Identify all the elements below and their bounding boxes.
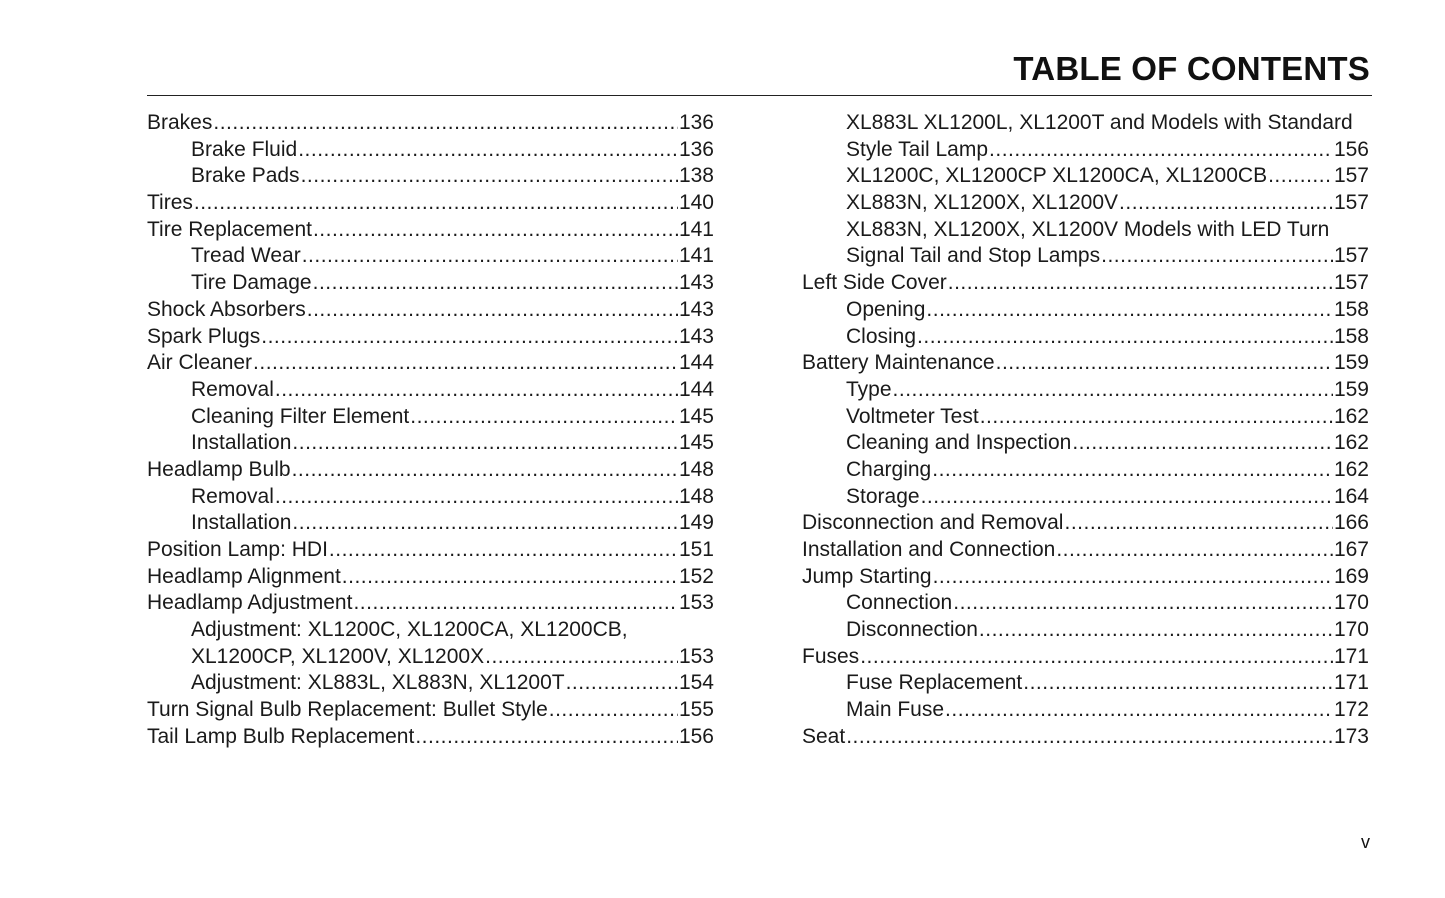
toc-dot-leader xyxy=(292,457,678,484)
toc-entry-page: 148 xyxy=(678,457,714,481)
toc-entry xyxy=(802,297,1369,324)
toc-dot-leader xyxy=(1056,537,1333,564)
toc-entry xyxy=(802,644,1369,671)
toc-dot-leader xyxy=(1268,163,1333,190)
toc-entry xyxy=(802,724,1369,751)
toc-entry-page: 156 xyxy=(678,724,714,748)
toc-dot-leader xyxy=(415,724,678,751)
toc-entry-title: XL883N, XL1200X, XL1200V xyxy=(846,191,1119,215)
toc-entry-page: 145 xyxy=(678,404,714,428)
toc-dot-leader xyxy=(313,217,678,244)
toc-entry-page: 143 xyxy=(678,297,714,321)
title-rule xyxy=(147,95,1372,96)
toc-entry-page: 157 xyxy=(1333,164,1369,188)
toc-entry-title: Style Tail Lamp xyxy=(846,137,989,161)
toc-entry-title: Tail Lamp Bulb Replacement xyxy=(147,724,415,748)
toc-entry xyxy=(147,484,714,511)
toc-entry-page: 159 xyxy=(1333,377,1369,401)
toc-entry-title: Air Cleaner xyxy=(147,351,253,375)
toc-entry xyxy=(802,590,1369,617)
toc-entry-title: Left Side Cover xyxy=(802,271,947,295)
toc-entry-page: 170 xyxy=(1333,591,1369,615)
toc-entry-page: 136 xyxy=(678,111,714,134)
toc-entry-title: Removal xyxy=(191,377,274,401)
toc-dot-leader xyxy=(893,377,1333,404)
toc-entry-title: Disconnection xyxy=(846,618,978,642)
toc-dot-leader xyxy=(302,243,678,270)
toc-entry-page: 162 xyxy=(1333,457,1369,481)
toc-dot-leader xyxy=(996,350,1333,377)
toc-entry-page: 157 xyxy=(1333,191,1369,215)
toc-entry xyxy=(802,137,1369,164)
toc-entry-title: Installation xyxy=(191,431,292,455)
toc-entry xyxy=(802,404,1369,431)
toc-entry-title: Tire Damage xyxy=(191,271,312,295)
toc-entry xyxy=(147,457,714,484)
toc-entry-title: Connection xyxy=(846,591,953,615)
toc-entry-title: Adjustment: XL883L, XL883N, XL1200T xyxy=(191,671,565,695)
toc-entry-page: 162 xyxy=(1333,431,1369,455)
toc-entry xyxy=(802,243,1369,270)
toc-entry-page: 158 xyxy=(1333,324,1369,348)
toc-entry-page: 154 xyxy=(678,671,714,695)
toc-dot-leader xyxy=(917,324,1333,351)
toc-entry-page: 158 xyxy=(1333,297,1369,321)
toc-entry xyxy=(147,404,714,431)
toc-entry-title: Adjustment: XL1200C, XL1200CA, XL1200CB, xyxy=(191,618,628,642)
toc-dot-leader xyxy=(253,350,678,377)
toc-entry xyxy=(147,430,714,457)
toc-entry-page: 141 xyxy=(678,244,714,268)
toc-entry xyxy=(147,243,714,270)
toc-entry-page: 155 xyxy=(678,698,714,722)
toc-entry-title: XL1200CP, XL1200V, XL1200X xyxy=(191,644,485,668)
toc-entry xyxy=(802,617,1369,644)
toc-dot-leader xyxy=(932,457,1333,484)
toc-entry-page: 171 xyxy=(1333,644,1369,668)
toc-entry-title: Type xyxy=(846,377,892,401)
toc-entry-page: 136 xyxy=(678,137,714,161)
toc-entry-title: XL883L XL1200L, XL1200T and Models with Standard xyxy=(846,111,1353,134)
toc-entry-title: Signal Tail and Stop Lamps xyxy=(846,244,1101,268)
toc-entry xyxy=(802,697,1369,724)
toc-dot-leader xyxy=(1023,670,1333,697)
toc-entry xyxy=(147,217,714,244)
page-number: v xyxy=(1361,832,1370,852)
toc-entry-title: Removal xyxy=(191,484,274,508)
toc-entry xyxy=(147,110,714,137)
toc-entry-title: Cleaning Filter Element xyxy=(191,404,410,428)
toc-entry-title: Brake Pads xyxy=(191,164,300,188)
toc-entry-page: 151 xyxy=(678,538,714,561)
toc-entry-title: Battery Maintenance xyxy=(802,351,995,375)
toc-entry xyxy=(147,697,714,724)
toc-dot-leader xyxy=(298,137,678,164)
toc-entry xyxy=(147,590,714,617)
toc-dot-leader xyxy=(1072,430,1333,457)
toc-dot-leader xyxy=(410,404,678,431)
toc-dot-leader xyxy=(261,324,678,351)
toc-entry xyxy=(802,163,1369,190)
toc-entry xyxy=(147,190,714,217)
toc-entry-title: Brake Fluid xyxy=(191,137,298,161)
toc-entry xyxy=(147,644,714,671)
toc-entry-title: Cleaning and Inspection xyxy=(846,431,1072,455)
toc-entry-page: 169 xyxy=(1333,564,1369,588)
toc-entry-title: Tire Replacement xyxy=(147,217,312,241)
toc-entry-title: Closing xyxy=(846,324,917,348)
toc-entry-title: Headlamp Adjustment xyxy=(147,591,353,615)
toc-entry-title: Position Lamp: HDI xyxy=(147,538,328,561)
toc-dot-leader xyxy=(566,670,678,697)
toc-entry-title: Fuses xyxy=(802,644,860,668)
toc-entry xyxy=(802,564,1369,591)
toc-dot-leader xyxy=(1101,243,1333,270)
page-title: TABLE OF CONTENTS xyxy=(1013,50,1370,87)
toc-entry-page: 173 xyxy=(1333,724,1369,748)
toc-entry-page: 157 xyxy=(1333,271,1369,295)
toc-entry-page: 162 xyxy=(1333,404,1369,428)
toc-entry-title: XL1200C, XL1200CP XL1200CA, XL1200CB xyxy=(846,164,1268,188)
toc-dot-leader xyxy=(313,270,678,297)
toc-dot-leader xyxy=(342,564,678,591)
toc-entry xyxy=(147,724,714,751)
toc-entry-title: Main Fuse xyxy=(846,698,945,722)
toc-dot-leader xyxy=(846,724,1333,751)
toc-entry-page: 143 xyxy=(678,271,714,295)
toc-entry xyxy=(802,510,1369,537)
toc-entry-page: 166 xyxy=(1333,511,1369,535)
toc-entry-page: 156 xyxy=(1333,137,1369,161)
toc-entry-title: Installation and Connection xyxy=(802,538,1056,561)
toc-entry-title: Spark Plugs xyxy=(147,324,261,348)
toc-entry xyxy=(802,110,1369,137)
toc-entry xyxy=(147,510,714,537)
toc-entry-page: 140 xyxy=(678,191,714,215)
toc-dot-leader xyxy=(945,697,1333,724)
toc-entry xyxy=(802,670,1369,697)
toc-entry xyxy=(802,484,1369,511)
toc-entry-page: 167 xyxy=(1333,538,1369,561)
toc-entry-title: Shock Absorbers xyxy=(147,297,306,321)
toc-dot-leader xyxy=(353,590,678,617)
toc-entry-title: Opening xyxy=(846,297,926,321)
toc-entry-title: Voltmeter Test xyxy=(846,404,979,428)
toc-dot-leader xyxy=(292,430,678,457)
toc-entry xyxy=(802,537,1369,564)
toc-dot-leader xyxy=(194,190,678,217)
toc-dot-leader xyxy=(1119,190,1333,217)
toc-entry xyxy=(147,537,714,564)
toc-entry-page: 143 xyxy=(678,324,714,348)
toc-entry-page: 153 xyxy=(678,591,714,615)
toc-entry-page: 172 xyxy=(1333,698,1369,722)
toc-entry xyxy=(147,670,714,697)
toc-entry xyxy=(147,564,714,591)
toc-entry-title: Charging xyxy=(846,457,932,481)
toc-entry xyxy=(802,457,1369,484)
toc-entry-page: 141 xyxy=(678,217,714,241)
toc-dot-leader xyxy=(953,590,1333,617)
toc-entry-title: Disconnection and Removal xyxy=(802,511,1064,535)
toc-dot-leader xyxy=(979,617,1333,644)
toc-entry-title: Jump Starting xyxy=(802,564,932,588)
toc-entry-title: Brakes xyxy=(147,111,213,134)
toc-entry-page: 171 xyxy=(1333,671,1369,695)
toc-entry xyxy=(147,297,714,324)
toc-dot-leader xyxy=(860,644,1333,671)
toc-entry-title: Headlamp Alignment xyxy=(147,564,341,588)
toc-entry-title: Headlamp Bulb xyxy=(147,457,291,481)
toc-entry-page: 159 xyxy=(1333,351,1369,375)
toc-entry-page: 148 xyxy=(678,484,714,508)
toc-entry-title: Tires xyxy=(147,191,193,215)
toc-dot-leader xyxy=(926,297,1333,324)
toc-entry xyxy=(147,377,714,404)
toc-entry xyxy=(147,617,714,644)
toc-dot-leader xyxy=(213,110,678,137)
toc-dot-leader xyxy=(292,510,678,537)
toc-dot-leader xyxy=(307,297,678,324)
toc-dot-leader xyxy=(921,484,1333,511)
toc-entry xyxy=(802,430,1369,457)
toc-entry xyxy=(147,163,714,190)
toc-entry-page: 153 xyxy=(678,644,714,668)
toc-entry-page: 144 xyxy=(678,351,714,375)
toc-entry-page: 144 xyxy=(678,377,714,401)
toc-dot-leader xyxy=(948,270,1333,297)
toc-dot-leader xyxy=(485,644,678,671)
toc-entry-title: Storage xyxy=(846,484,920,508)
toc-dot-leader xyxy=(275,484,678,511)
toc-entry-title: XL883N, XL1200X, XL1200V Models with LED Turn xyxy=(846,217,1330,241)
toc-entry-title: Installation xyxy=(191,511,292,535)
toc-entry-page: 170 xyxy=(1333,618,1369,642)
toc-dot-leader xyxy=(301,163,678,190)
toc-entry xyxy=(802,217,1369,244)
toc-dot-leader xyxy=(933,564,1333,591)
toc-entry-page: 138 xyxy=(678,164,714,188)
toc-entry-page: 149 xyxy=(678,511,714,535)
toc-left-column xyxy=(147,110,714,751)
toc-right-column xyxy=(802,110,1369,751)
toc-entry-title: Tread Wear xyxy=(191,244,301,268)
toc-dot-leader xyxy=(1064,510,1332,537)
toc-entry xyxy=(802,190,1369,217)
toc-entry-title: Turn Signal Bulb Replacement: Bullet Style xyxy=(147,698,548,722)
toc-entry xyxy=(802,350,1369,377)
toc-dot-leader xyxy=(275,377,678,404)
toc-dot-leader xyxy=(989,137,1333,164)
toc-dot-leader xyxy=(329,537,678,564)
toc-entry-page: 164 xyxy=(1333,484,1369,508)
toc-dot-leader xyxy=(980,404,1333,431)
toc-entry xyxy=(147,350,714,377)
toc-entry xyxy=(802,324,1369,351)
toc-entry xyxy=(147,270,714,297)
toc-entry-page: 157 xyxy=(1333,244,1369,268)
toc-entry-title: Seat xyxy=(802,724,846,748)
toc-entry-page: 145 xyxy=(678,431,714,455)
toc-entry xyxy=(802,377,1369,404)
toc-entry xyxy=(802,270,1369,297)
toc-entry xyxy=(147,137,714,164)
toc-entry-title: Fuse Replacement xyxy=(846,671,1023,695)
toc-entry xyxy=(147,324,714,351)
toc-dot-leader xyxy=(549,697,678,724)
toc-entry-page: 152 xyxy=(678,564,714,588)
